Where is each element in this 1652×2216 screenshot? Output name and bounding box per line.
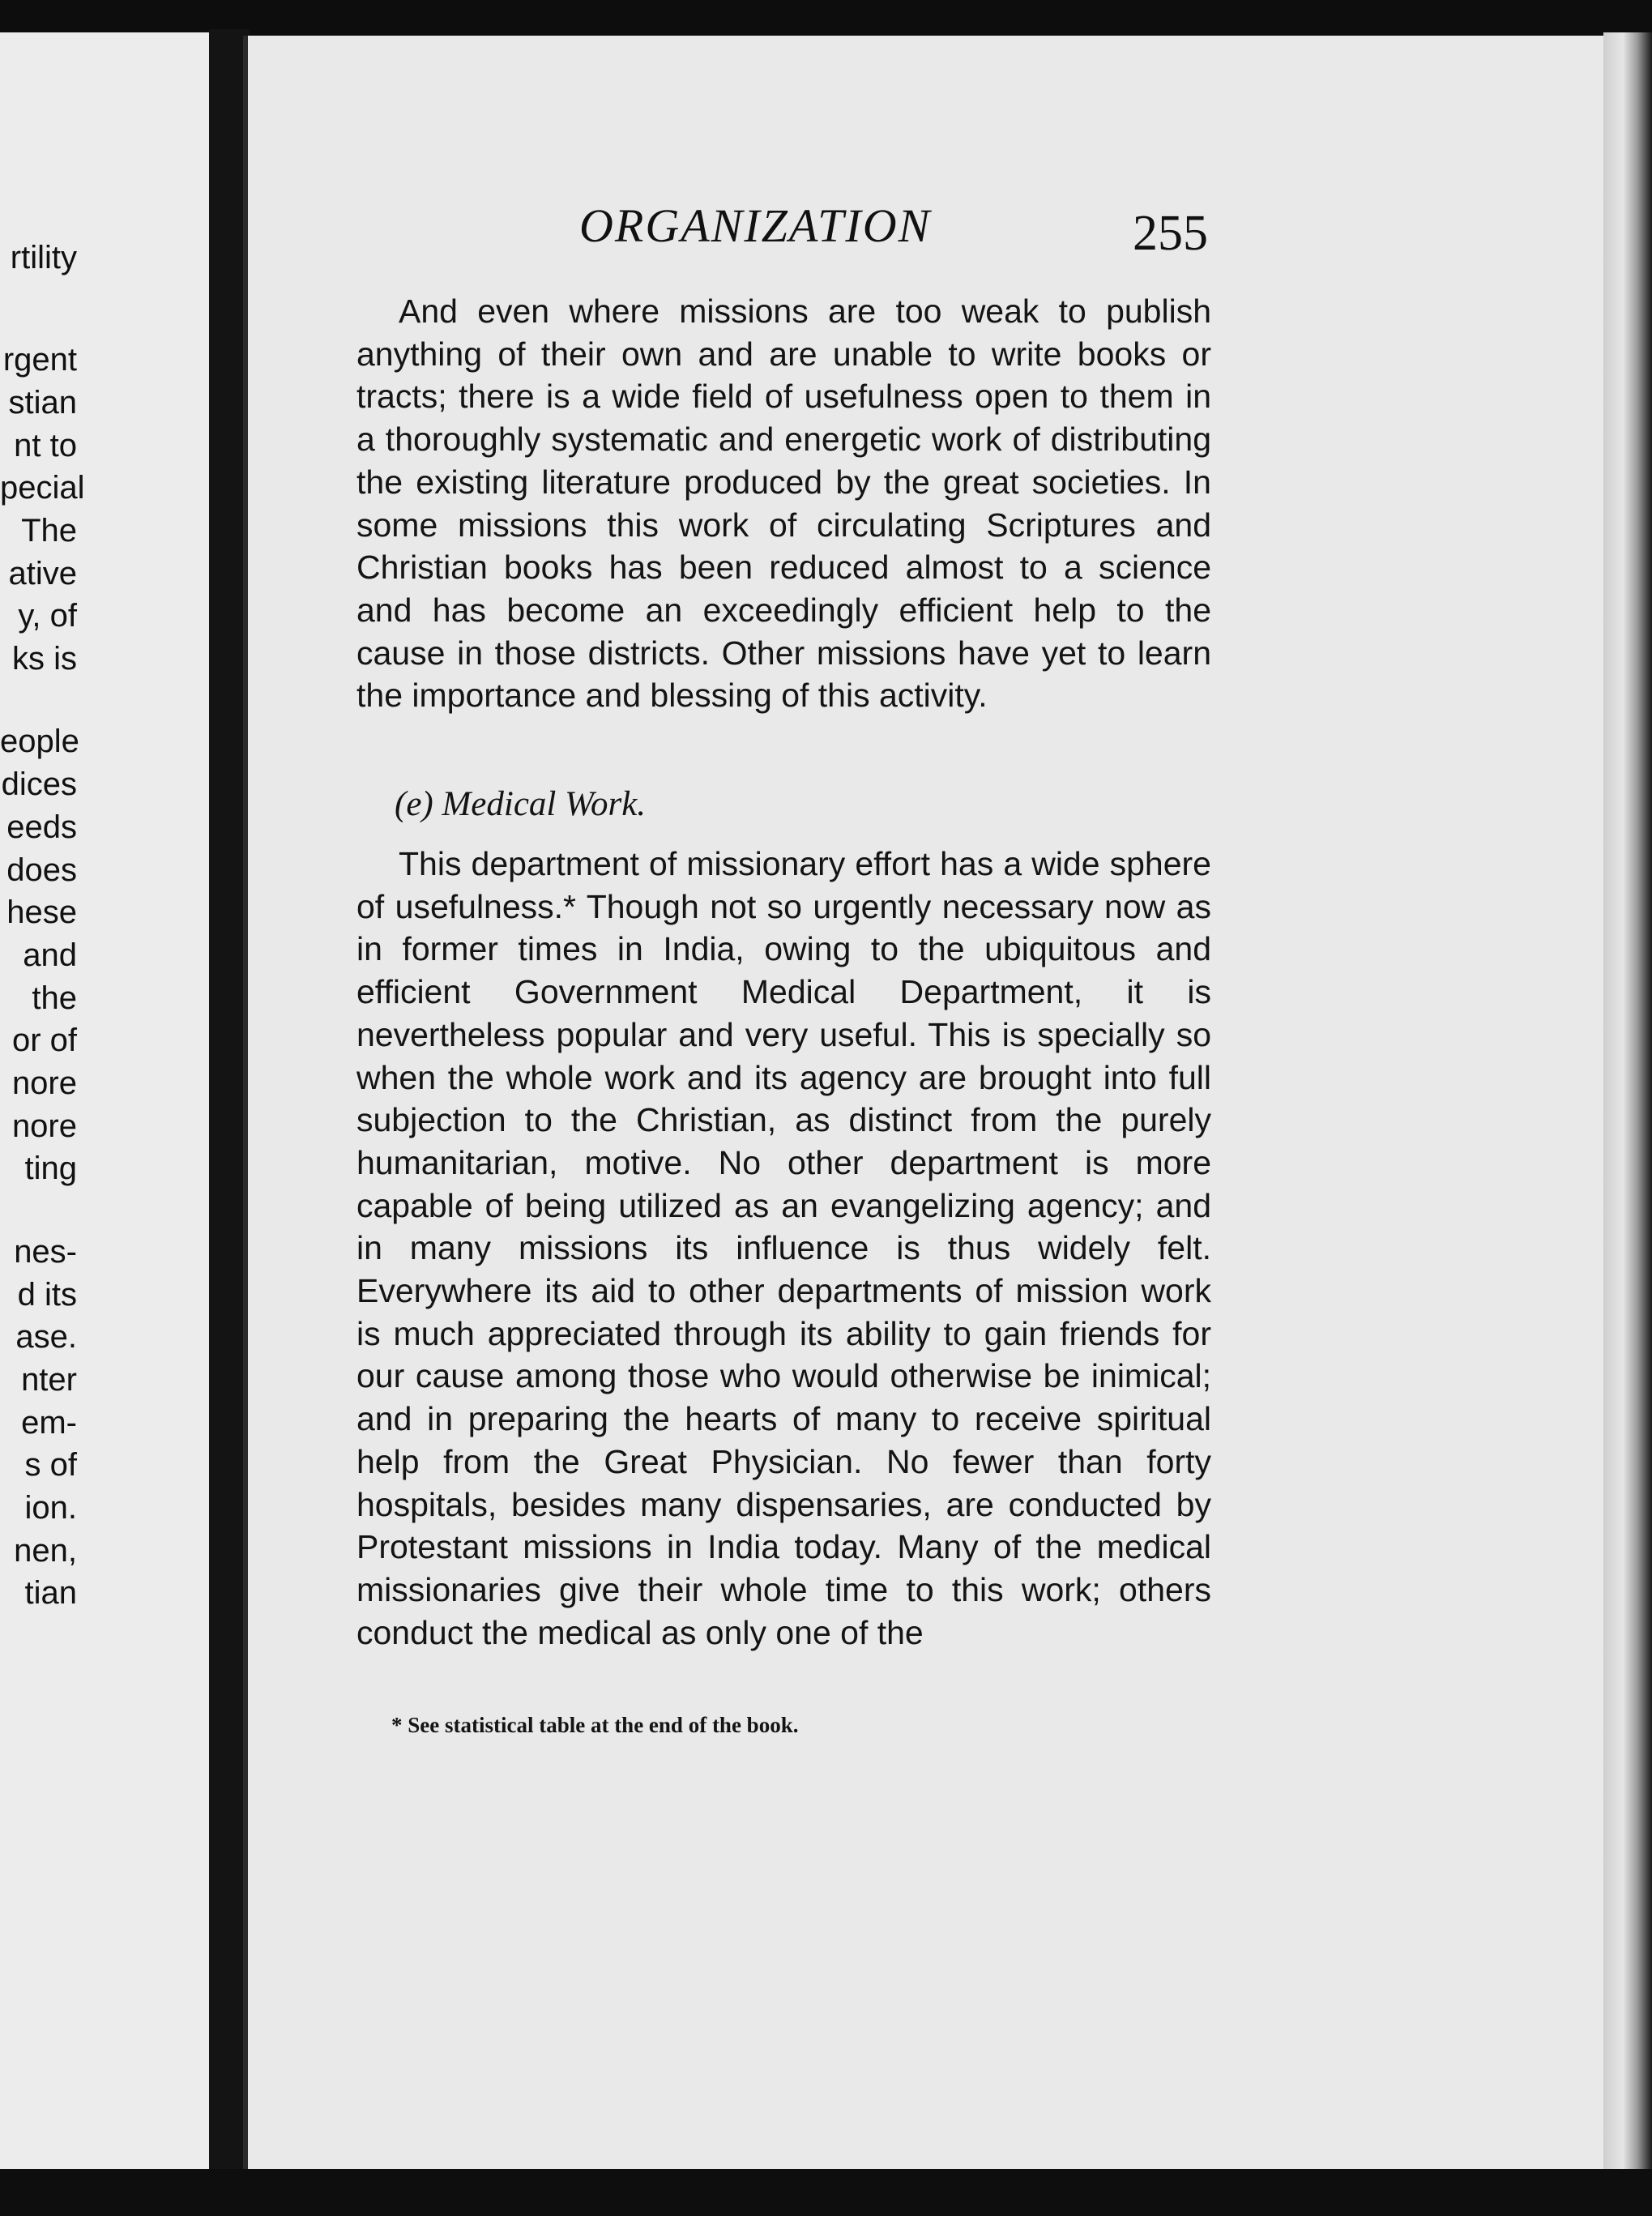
left-page-line-fragment: d its bbox=[17, 1277, 77, 1313]
left-page-line-fragment: em- bbox=[21, 1405, 77, 1441]
left-page-line-fragment: or of bbox=[11, 1023, 77, 1058]
page-number: 255 bbox=[1133, 206, 1208, 261]
left-page-line-fragment: hese bbox=[6, 895, 77, 930]
left-page-line-fragment: rtility bbox=[10, 240, 77, 275]
left-page-line-fragment: ase. bbox=[15, 1319, 77, 1355]
footnote: * See statistical table at the end of the book. bbox=[391, 1713, 799, 1737]
left-page-line-fragment: ative bbox=[8, 556, 77, 591]
left-page-line-fragment: rgent bbox=[2, 342, 77, 378]
left-page-line-fragment: The bbox=[21, 513, 77, 549]
left-page-line-fragment: eople bbox=[0, 724, 79, 759]
left-page-line-fragment: tian bbox=[24, 1575, 77, 1611]
left-page-line-fragment: nt to bbox=[14, 428, 77, 463]
paragraph-medical-work: This department of missionary effort has a wide sphere of usefulness.* Though not so urgently necessary now as in former times in India, owing to the ubiquitous and efficient Government Medical Department, it is nevertheless popular and very useful. This is specially so when the whole work and its agency are brought into full subjection to the Christian, as distinct from the purely humanitarian, motive. No other department is more capable of being utilized as an evangelizing agency; and in many missions its influence is thus widely felt. Everywhere its aid to other departments of mission work is much appreciated through its ability to gain friends for our cause among those who would otherwise be inimical; and in preparing the hearts of many to receive spiritual help from the Great Physician. No fewer than forty hospitals, besides many dispensaries, are conducted by Protestant missions in India today. Many of the medical missionaries give their whole time to this work; others conduct the medical as only one of the bbox=[356, 845, 1211, 1651]
left-page-line-fragment: nter bbox=[21, 1362, 77, 1398]
left-page-line-fragment: eeds bbox=[6, 809, 77, 845]
left-page-line-fragment: the bbox=[32, 980, 77, 1016]
paragraph-literature-distribution: And even where missions are too weak to publish anything of their own and are unable to write books or tracts; there is a wide field of usefulness open to them in a thoroughly systematic and energetic work of distributing the existing literature produced by the great societies. In some missions this work of circulating Scriptures and Christian books has been reduced almost to a science and has become an exceedingly efficient help to the cause in those districts. Other missions have yet to learn the importance and blessing of this activity. bbox=[356, 292, 1211, 715]
left-page-line-fragment: nore bbox=[11, 1065, 77, 1101]
left-facing-page bbox=[0, 32, 209, 2171]
running-head: ORGANIZATION bbox=[579, 199, 932, 252]
section-subheading: (e) Medical Work. bbox=[395, 785, 647, 823]
left-page-line-fragment: nore bbox=[11, 1108, 77, 1144]
left-page-line-fragment: ting bbox=[24, 1151, 77, 1186]
left-page-line-fragment: pecial bbox=[0, 470, 85, 506]
left-page-line-fragment: does bbox=[6, 852, 77, 888]
left-page-line-fragment: s of bbox=[24, 1447, 77, 1483]
left-page-line-fragment: and bbox=[23, 937, 77, 973]
scanner-bottom-border bbox=[0, 2169, 1652, 2216]
left-page-line-fragment: stian bbox=[8, 385, 77, 421]
left-page-line-fragment: ks is bbox=[12, 641, 77, 677]
page-edge-shadow bbox=[1603, 32, 1652, 2171]
left-page-line-fragment: nen, bbox=[14, 1533, 77, 1569]
left-page-line-fragment: dices bbox=[1, 766, 77, 802]
left-page-line-fragment: y, of bbox=[18, 598, 77, 634]
left-page-line-fragment: nes- bbox=[14, 1234, 77, 1270]
left-page-line-fragment: ion. bbox=[24, 1490, 77, 1526]
